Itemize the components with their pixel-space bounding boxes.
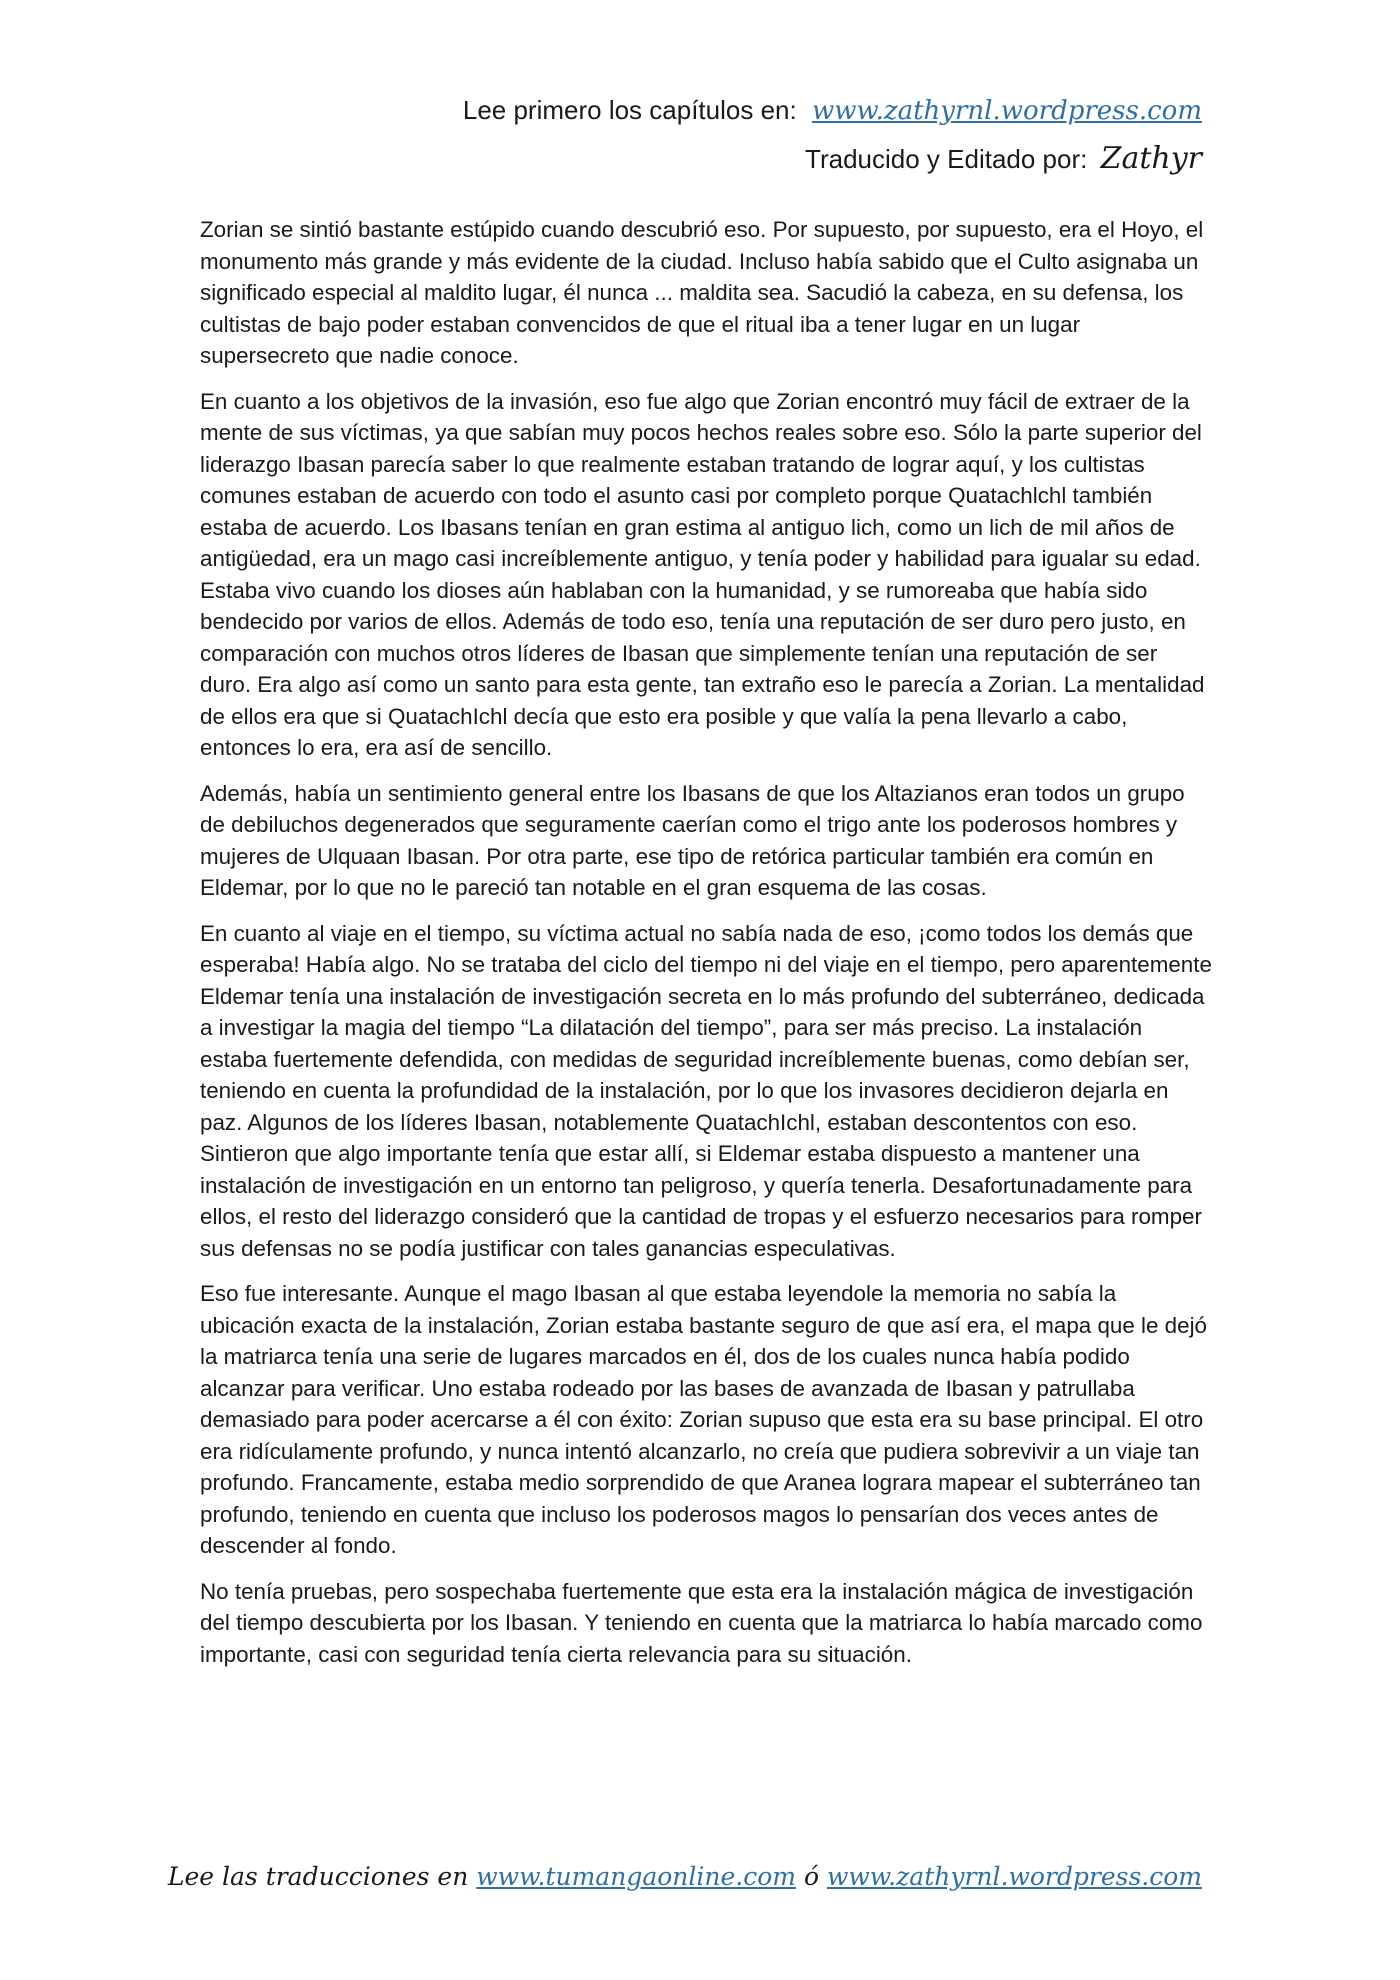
footer-separator: ó xyxy=(803,1862,819,1891)
read-first-label: Lee primero los capítulos en: xyxy=(462,95,797,125)
tumangaonline-link[interactable]: www.tumangaonline.com xyxy=(476,1862,796,1891)
page-footer xyxy=(0,1862,1202,1891)
page-header xyxy=(463,86,1202,183)
editor-name: Zathyr xyxy=(1100,141,1202,176)
paragraph-2: En cuanto a los objetivos de la invasión, eso fue algo que Zorian encontró muy fácil de extraer de la mente de sus víctimas, ya que sabían muy pocos hechos reales sobre eso. Sólo la parte superior del liderazgo Ibasan parecía saber lo que realmente estaban tratando de lograr aquí, y los cultistas comunes estaban de acuerdo con todo el asunto casi por completo porque Quatachlchl también estaba de acuerdo. Los Ibasans tenían en gran estima al antiguo lich, como un lich de mil años de antigüedad, era un mago casi increíblemente antiguo, y tenía poder y habilidad para igualar su edad. Estaba vivo cuando los dioses aún hablaban con la humanidad, y se rumoreaba que había sido bendecido por varios de ellos. Además de todo eso, tenía una reputación de ser duro pero justo, en comparación con muchos otros líderes de Ibasan que simplemente tenían una reputación de ser duro. Era algo así como un santo para esta gente, tan extraño eso le parecía a Zorian. La mentalidad de ellos era que si QuatachIchl decía que esto era posible y que valía la pena llevarlo a cabo, entonces lo era, era así de sencillo. xyxy=(200,388,1205,760)
read-first-line xyxy=(463,86,1202,135)
paragraph-1: Zorian se sintió bastante estúpido cuando descubrió eso. Por supuesto, por supuesto, era el Hoyo, el monumento más grande y más evidente de la ciudad. Incluso había sabido que el Culto asignaba un significado especial al maldito lugar, él nunca ... maldita sea. Sacudió la cabeza, en su defensa, los cultistas de bajo poder estaban convencidos de que el ritual iba a tener lugar en un lugar supersecreto que nadie conoce. xyxy=(200,217,1204,368)
paragraph-5: Eso fue interesante. Aunque el mago Ibasan al que estaba leyendole la memoria no sabía la ubicación exacta de la instalación, Zorian estaba bastante seguro de que así era, el mapa que le dejó la matriarca tenía una serie de lugares marcados en él, dos de los cuales nunca había podido alcanzar para verificar. Uno estaba rodeado por las bases de avanzada de Ibasan y patrullaba demasiado para poder acercarse a él con éxito: Zorian supuso que esta era su base principal. El otro era ridículamente profundo, y nunca intentó alcanzarlo, no creía que pudiera sobrevivir a un viaje tan profundo. Francamente, estaba medio sorprendido de que Aranea lograra mapear el subterráneo tan profundo, teniendo en cuenta que incluso los poderosos magos lo pensarían dos veces antes de descender al fondo. xyxy=(200,1281,1207,1558)
paragraph-6: No tenía pruebas, pero sospechaba fuertemente que esta era la instalación mágica de investigación del tiempo descubierta por los Ibasan. Y teniendo en cuenta que la matriarca lo había marcado como importante, casi con seguridad tenía cierta relevancia para su situación. xyxy=(200,1578,1203,1667)
chapter-body xyxy=(200,214,1212,1684)
read-first-link[interactable]: www.zathyrnl.wordpress.com xyxy=(811,96,1202,126)
zathyrnl-footer-link[interactable]: www.zathyrnl.wordpress.com xyxy=(826,1862,1202,1891)
translator-credit-line xyxy=(463,135,1202,183)
translated-by-label: Traducido y Editado por: xyxy=(805,144,1088,174)
paragraph-3: Además, había un sentimiento general entre los Ibasans de que los Altazianos eran todos un grupo de debiluchos degenerados que seguramente caerían como el trigo ante los poderosos hombres y mujeres de Ulquaan Ibasan. Por otra parte, ese tipo de retórica particular también era común en Eldemar, por lo que no le pareció tan notable en el gran esquema de las cosas. xyxy=(200,780,1185,900)
read-translations-label: Lee las traducciones en xyxy=(167,1862,469,1891)
paragraph-4: En cuanto al viaje en el tiempo, su víctima actual no sabía nada de eso, ¡como todos los demás que esperaba! Había algo. No se trataba del ciclo del tiempo ni del viaje en el tiempo, pero aparentemente Eldemar tenía una instalación de investigación secreta en lo más profundo del subterráneo, dedicada a investigar la magia del tiempo “La dilatación del tiempo”, para ser más preciso. La instalación estaba fuertemente defendida, con medidas de seguridad increíblemente buenas, como debían ser, teniendo en cuenta la profundidad de la instalación, por lo que los invasores decidieron dejarla en paz. Algunos de los líderes Ibasan, notablemente QuatachIchl, estaban descontentos con eso. Sintieron que algo importante tenía que estar allí, si Eldemar estaba dispuesto a mantener una instalación de investigación en un entorno tan peligroso, y quería tenerla. Desafortunadamente para ellos, el resto del liderazgo consideró que la cantidad de tropas y el esfuerzo necesarios para romper sus defensas no se podía justificar con tales ganancias especulativas. xyxy=(200,920,1212,1261)
